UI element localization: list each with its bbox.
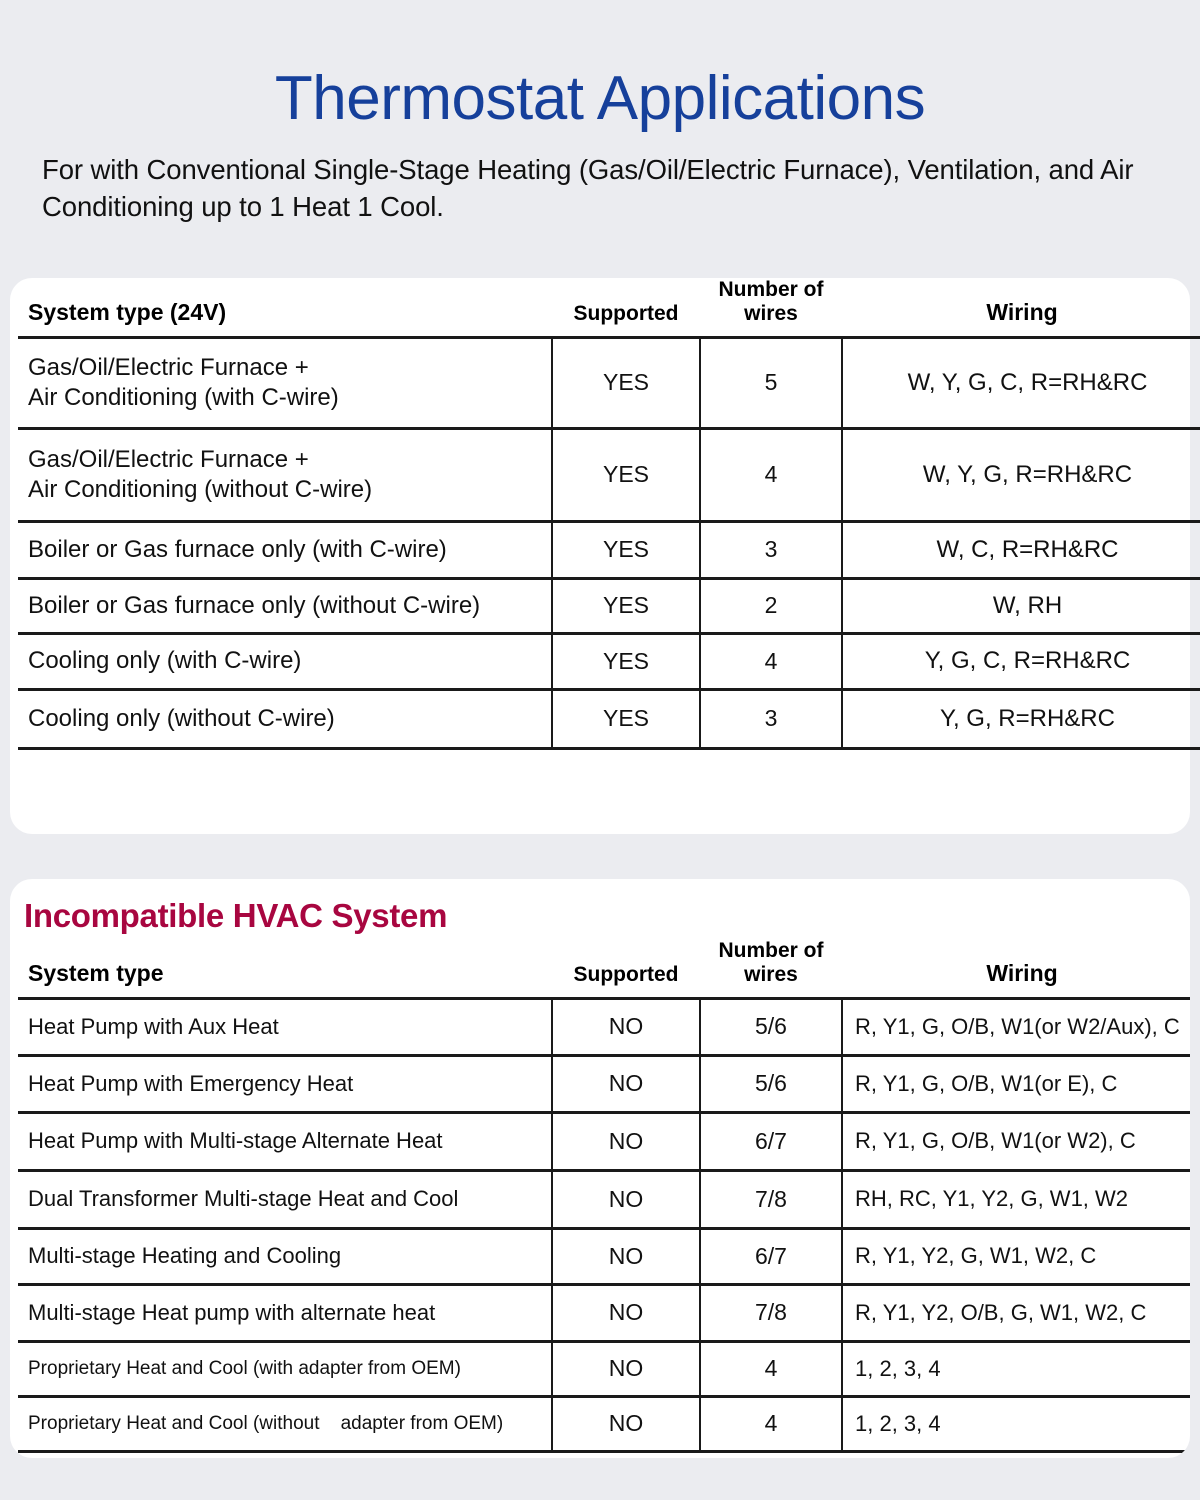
cell-supported: YES	[552, 521, 700, 578]
column-header-system-type: System type (24V)	[28, 298, 227, 325]
cell-wire-count: 4	[700, 1341, 842, 1396]
table-row	[18, 1341, 1190, 1396]
cell-supported: YES	[552, 337, 700, 428]
column-header-supported: Supported	[573, 962, 679, 986]
cell-supported: NO	[552, 998, 700, 1055]
column-header-wiring: Wiring	[986, 298, 1058, 325]
cell-wire-count: 3	[700, 521, 842, 578]
table-header-row	[18, 278, 1200, 338]
cell-wiring: Y, G, R=RH&RC	[842, 689, 1200, 748]
column-header-supported: Supported	[573, 301, 679, 325]
cell-system-type: Proprietary Heat and Cool (without adapter from OEM)	[18, 1396, 552, 1451]
cell-wiring: W, Y, G, C, R=RH&RC	[842, 337, 1200, 428]
cell-wire-count: 6/7	[700, 1112, 842, 1170]
system-type-line-2: Air Conditioning (without C-wire)	[28, 475, 373, 503]
table-row	[18, 337, 1200, 428]
section-heading-incompatible: Incompatible HVAC System	[24, 896, 448, 934]
cell-wiring: W, Y, G, R=RH&RC	[842, 428, 1200, 521]
cell-wiring: R, Y1, Y2, O/B, G, W1, W2, C	[842, 1284, 1190, 1341]
table-row	[18, 521, 1200, 578]
column-header-system-type: System type	[28, 959, 164, 986]
cell-wiring: Y, G, C, R=RH&RC	[842, 633, 1200, 689]
table-row	[18, 998, 1190, 1055]
cell-wire-count: 2	[700, 578, 842, 633]
supported-systems-table	[18, 278, 1200, 750]
cell-wiring: R, Y1, Y2, G, W1, W2, C	[842, 1228, 1190, 1284]
cell-system-type: Dual Transformer Multi-stage Heat and Cool	[18, 1170, 552, 1228]
cell-supported: NO	[552, 1228, 700, 1284]
cell-system-type: Cooling only (without C-wire)	[18, 689, 552, 748]
page-subtitle: For with Conventional Single-Stage Heating (Gas/Oil/Electric Furnace), Ventilation, and Air Conditioning up to 1 Heat 1 Cool.	[42, 154, 1134, 222]
cell-supported: NO	[552, 1284, 700, 1341]
system-type-line-1: Gas/Oil/Electric Furnace +	[28, 353, 309, 381]
table-row	[18, 1284, 1190, 1341]
column-header-wire-count: Number of wires	[718, 277, 824, 325]
cell-wire-count: 7/8	[700, 1170, 842, 1228]
system-type-line-2: Air Conditioning (with C-wire)	[28, 383, 339, 411]
table-row	[18, 1228, 1190, 1284]
incompatible-systems-card	[10, 879, 1190, 1458]
page-header	[0, 0, 1200, 226]
incompatible-systems-table	[18, 939, 1190, 1453]
cell-system-type	[18, 337, 552, 428]
table-row	[18, 689, 1200, 748]
cell-system-type: Boiler or Gas furnace only (without C-wire)	[18, 578, 552, 633]
cell-wiring: 1, 2, 3, 4	[842, 1341, 1190, 1396]
cell-system-type: Multi-stage Heat pump with alternate heat	[18, 1284, 552, 1341]
table-row	[18, 578, 1200, 633]
cell-wiring: R, Y1, G, O/B, W1(or E), C	[842, 1055, 1190, 1112]
cell-wiring: RH, RC, Y1, Y2, G, W1, W2	[842, 1170, 1190, 1228]
cell-wire-count: 5/6	[700, 998, 842, 1055]
cell-wire-count: 4	[700, 633, 842, 689]
column-header-wire-count: Number of wires	[718, 938, 824, 986]
cell-supported: YES	[552, 578, 700, 633]
supported-systems-card	[10, 278, 1190, 834]
cell-wiring: R, Y1, G, O/B, W1(or W2), C	[842, 1112, 1190, 1170]
cell-system-type: Cooling only (with C-wire)	[18, 633, 552, 689]
cell-supported: NO	[552, 1112, 700, 1170]
system-type-line-1: Gas/Oil/Electric Furnace +	[28, 445, 309, 473]
cell-wiring: 1, 2, 3, 4	[842, 1396, 1190, 1451]
cell-wire-count: 5/6	[700, 1055, 842, 1112]
table-row	[18, 1112, 1190, 1170]
cell-wire-count: 3	[700, 689, 842, 748]
cell-supported: YES	[552, 633, 700, 689]
cell-wiring: W, RH	[842, 578, 1200, 633]
cell-wire-count: 4	[700, 428, 842, 521]
cell-supported: NO	[552, 1396, 700, 1451]
table-row	[18, 1170, 1190, 1228]
cell-wire-count: 6/7	[700, 1228, 842, 1284]
cell-supported: YES	[552, 428, 700, 521]
cell-wiring: W, C, R=RH&RC	[842, 521, 1200, 578]
cell-system-type: Proprietary Heat and Cool (with adapter from OEM)	[18, 1341, 552, 1396]
page-title: Thermostat Applications	[274, 64, 926, 133]
cell-wire-count: 7/8	[700, 1284, 842, 1341]
cell-system-type: Boiler or Gas furnace only (with C-wire)	[18, 521, 552, 578]
cell-wire-count: 5	[700, 337, 842, 428]
cell-system-type: Heat Pump with Emergency Heat	[18, 1055, 552, 1112]
cell-supported: YES	[552, 689, 700, 748]
table-row	[18, 1396, 1190, 1451]
cell-supported: NO	[552, 1341, 700, 1396]
column-header-wiring: Wiring	[986, 959, 1058, 986]
table-header-row	[18, 939, 1190, 999]
cell-system-type: Multi-stage Heating and Cooling	[18, 1228, 552, 1284]
cell-system-type: Heat Pump with Aux Heat	[18, 998, 552, 1055]
cell-wire-count: 4	[700, 1396, 842, 1451]
table-row	[18, 1055, 1190, 1112]
cell-system-type: Heat Pump with Multi-stage Alternate Heat	[18, 1112, 552, 1170]
cell-supported: NO	[552, 1055, 700, 1112]
cell-supported: NO	[552, 1170, 700, 1228]
table-row	[18, 428, 1200, 521]
table-row	[18, 633, 1200, 689]
cell-system-type	[18, 428, 552, 521]
cell-wiring: R, Y1, G, O/B, W1(or W2/Aux), C	[842, 998, 1190, 1055]
